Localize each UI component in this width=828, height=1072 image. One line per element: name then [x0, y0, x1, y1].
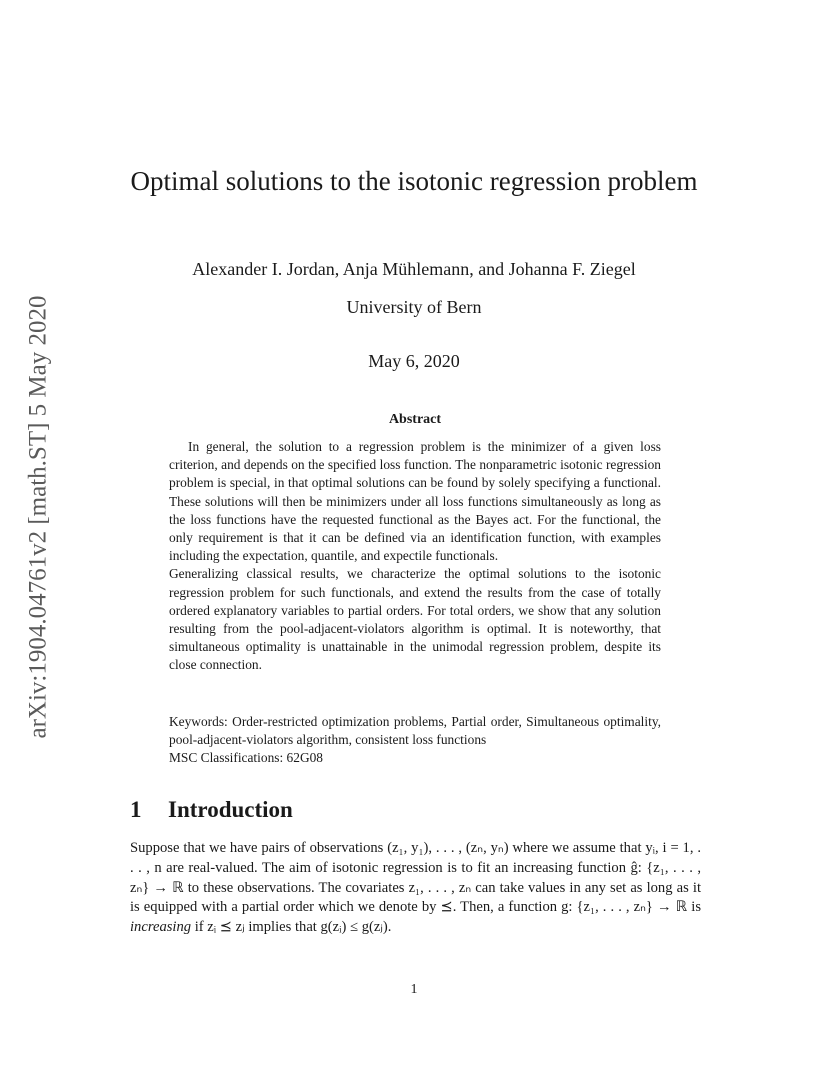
intro-text-part-1: Suppose that we have pairs of observations (z₁, y₁), . . . , (zₙ, yₙ) where we assume that yᵢ, i = 1, . . . , n are real-valued. The aim of isotonic regression is to fit an increasing function ĝ: {z₁, . . . , zₙ} → ℝ to these observations. The covariates z₁, . . . , zₙ can take values in any set as long as it is equipped with a partial order which we denote by ⪯. Then, a function g: {z₁, . . . , zₙ} → ℝ is	[130, 840, 701, 916]
intro-paragraph	[130, 839, 701, 938]
abstract-paragraph-1: In general, the solution to a regression problem is the minimizer of a given loss criterion, and depends on the specified loss function. The nonparametric isotonic regression problem is special, in that optimal solutions can be found by solely specifying a functional. These solutions will then be minimizers under all loss functions simultaneously as long as the loss functions have the requested functional as the Bayes act. For the functional, the only requirement is that it can be defined via an identification function, with examples including the expectation, quantile, and expectile functionals.	[169, 439, 661, 564]
affiliation: University of Bern	[346, 297, 482, 317]
arxiv-stamp: arXiv:1904.04761v2 [math.ST] 5 May 2020	[24, 295, 52, 739]
page-number: 1	[410, 982, 418, 997]
abstract-body	[169, 438, 661, 675]
section-number: 1	[130, 797, 142, 822]
section-title: Introduction	[168, 797, 293, 822]
author-list: Alexander I. Jordan, Anja Mühlemann, and Johanna F. Ziegel	[192, 259, 636, 279]
msc-classifications: MSC Classifications: 62G08	[169, 750, 323, 766]
section-heading-introduction	[130, 796, 710, 824]
keywords-text: Keywords: Order-restricted optimization problems, Partial order, Simultaneous optimality, pool-adjacent-violators algorithm, consistent loss functions	[169, 714, 661, 748]
publication-date: May 6, 2020	[368, 351, 460, 371]
abstract-heading: Abstract	[388, 412, 442, 427]
arxiv-sidebar	[23, 268, 53, 766]
keywords-block	[169, 713, 661, 768]
intro-text-part-2: if zᵢ ⪯ zⱼ implies that g(zᵢ) ≤ g(zⱼ).	[191, 919, 392, 936]
paper-title: Optimal solutions to the isotonic regression problem	[130, 166, 698, 196]
intro-emphasis: increasing	[130, 919, 192, 936]
abstract-paragraph-2: Generalizing classical results, we characterize the optimal solutions to the isotonic regression problem for such functionals, and extend the results from the case of totally ordered explanatory variables to partial orders. For total orders, we show that any solution resulting from the pool-adjacent-violators algorithm is optimal. It is noteworthy, that simultaneous optimality is unattainable in the unimodal regression problem, despite its close connection.	[169, 566, 661, 673]
